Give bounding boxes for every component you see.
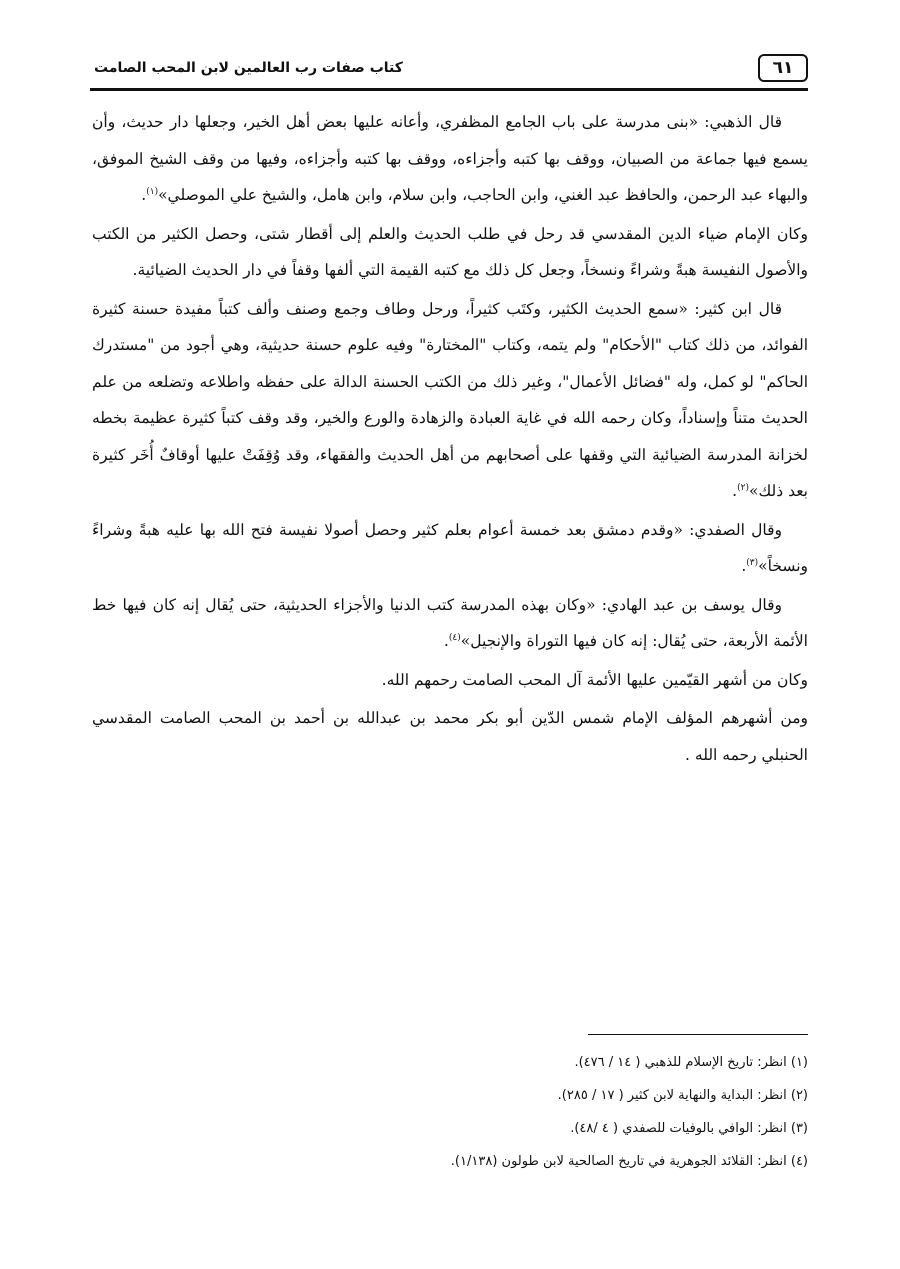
paragraph-end: . (732, 482, 738, 500)
paragraph-text: ومن أشهرهم المؤلف الإمام شمس الدّين أبو بكر محمد بن عبدالله بن أحمد بن المحب الصامت المقدسي الحنبلي رحمه الله . (92, 709, 808, 764)
footnote-1: (١) انظر: تاريخ الإسلام للذهبي ( ١٤ / ٤٧٦). (574, 1055, 808, 1070)
footnote-separator (588, 1034, 808, 1035)
paragraph-text: وكان من أشهر القيّمين عليها الأئمة آل المحب الصامت رحمهم الله. (381, 670, 808, 689)
paragraph-text: وقال الصفدي: «وقدم دمشق بعد خمسة أعوام بعلم كثير وحصل أصولا نفيسة فتح الله بها عليه هبةً وشراءً ونسخاً» (92, 520, 808, 575)
footnote-ref: (١) (146, 186, 159, 197)
paragraph-end: . (141, 186, 147, 204)
paragraph-end: . (443, 632, 449, 650)
footnotes (92, 1046, 808, 1178)
paragraph-end: . (741, 557, 747, 575)
footnote-4: (٤) انظر: القلائد الجوهرية في تاريخ الصالحية لابن طولون (١/١٣٨). (450, 1154, 808, 1169)
page-number: ٦١ (758, 54, 808, 82)
body-text (92, 104, 808, 775)
header-rule (90, 88, 808, 91)
paragraph-text: قال الذهبي: «بنى مدرسة على باب الجامع المظفري، وأعانه عليها بعض أهل الخير، وجعلها دار حديث، وأن يسمع فيها جماعة من الصبيان، ووقف بها كتبه وأجزاءه، ووقف بها كتبه وأجزاءه، وفيها من وقف الشيخ الموفق، والبهاء عبد الرحمن، والحافظ عبد الغني، وابن الحاجب، وابن سلام، وابن هامل، والشيخ علي الموصلي» (92, 113, 808, 204)
footnote-ref: (٢) (737, 482, 749, 493)
footnote-ref: (٣) (746, 557, 759, 568)
page-header (90, 52, 808, 92)
footnote-ref: (٤) (448, 632, 461, 643)
paragraph-text: وكان الإمام ضياء الدين المقدسي قد رحل في طلب الحديث والعلم إلى أقطار شتى، وحصل الكثير من الكتب والأصول النفيسة هبةً وشراءً ونسخاً، وجعل كل ذلك مع كتبه القيمة التي ألفها وقفاً في دار الحديث الضيائية. (92, 224, 808, 279)
paragraph-safadi-quote (92, 512, 808, 585)
paragraph-dhahabi-quote (92, 104, 808, 214)
paragraph-text: قال ابن كثير: «سمع الحديث الكثير، وكتَب كثيراً، ورحل وطاف وجمع وصنف وألف كتباً مفيدة حسنة كثيرة الفوائد، من ذلك كتاب "الأحكام" ولم يتمه، وكتاب "المختارة" وفيه علوم حسنة حديثية، وهي أجود من "مستدرك الحاكم" لو كمل، وله "فضائل الأعمال"، وغير ذلك من الكتب الحسنة الدالة على حفظه واطلاعه وتضلعه من علم الحديث متناً وإسناداً، وكان رحمه الله في غاية العبادة والزهادة والورع والخير، وقد وقف كتباً كثيرة عظيمة بخطه لخزانة المدرسة الضيائية التي وقفها على أصحابهم من أهل الحديث والفقهاء، وقد وُقِفَتْ عليها أوقافٌ أُخَر كثيرة بعد ذلك» (92, 299, 808, 500)
footnote-3: (٣) انظر: الوافي بالوفيات للصفدي ( ٤ /٤٨). (570, 1121, 808, 1136)
paragraph-author (92, 700, 808, 773)
paragraph-ibn-kathir-quote (92, 291, 808, 510)
running-title: كتاب صفات رب العالمين لابن المحب الصامت (94, 60, 403, 76)
paragraph-diya-travels (92, 216, 808, 289)
paragraph-custodians (92, 662, 808, 699)
footnote-2: (٢) انظر: البداية والنهاية لابن كثير ( ١٧ / ٢٨٥). (557, 1088, 808, 1103)
paragraph-ibn-abd-alhadi-quote (92, 587, 808, 660)
paragraph-text: وقال يوسف بن عبد الهادي: «وكان بهذه المدرسة كتب الدنيا والأجزاء الحديثية، حتى يُقال إنه كان فيها خط الأئمة الأربعة، حتى يُقال: إنه كان فيها التوراة والإنجيل» (92, 595, 808, 650)
